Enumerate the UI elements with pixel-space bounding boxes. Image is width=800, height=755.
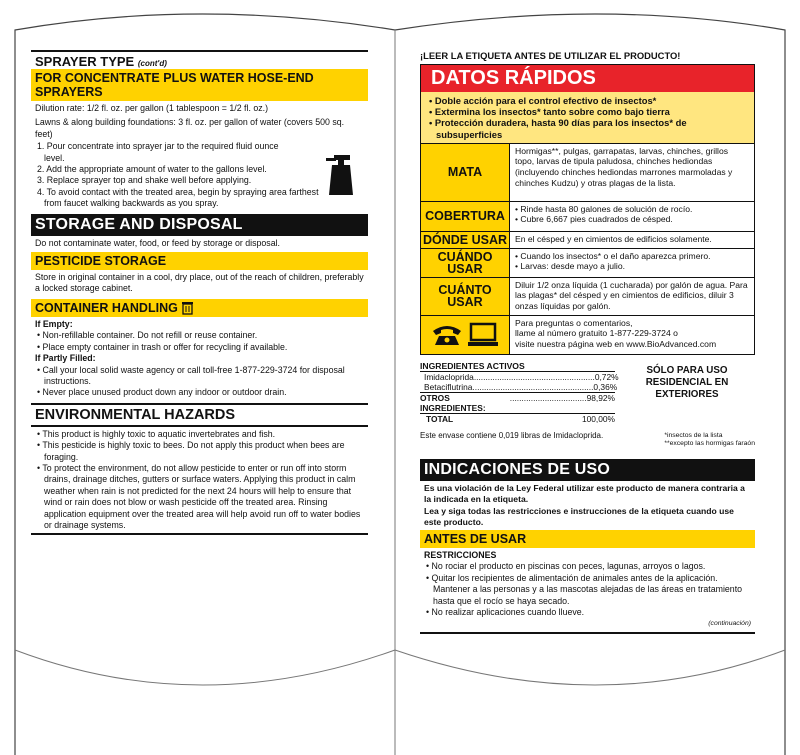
- container-note: Este envase contiene 0,019 libras de Imidacloprida.: [420, 430, 604, 440]
- other-dots: .................................: [509, 392, 587, 403]
- if-partly-label: If Partly Filled:: [35, 353, 96, 364]
- quick-facts-heading: DATOS RÁPIDOS: [421, 65, 754, 92]
- if-empty-label: If Empty:: [35, 318, 73, 329]
- restriction-item: • No realizar aplicaciones cuando llueve.: [426, 607, 585, 618]
- qf-label: DÓNDE USAR: [422, 232, 508, 247]
- left-panel: [31, 50, 368, 535]
- restrictions-block: [420, 548, 755, 632]
- ingredient-dots: ....................................................: [472, 381, 594, 392]
- env-item: • This product is highly toxic to aquatic invertebrates and fish.: [37, 428, 276, 439]
- storage-disposal-heading: STORAGE AND DISPOSAL: [31, 214, 368, 236]
- lawns-rate: Lawns & along building foundations: 3 fl. oz. per gallon of water (covers 500 sq. feet): [35, 117, 345, 139]
- qf-row-cuanto-usar: [421, 277, 754, 315]
- footnote: *insectos de la lista: [664, 431, 723, 439]
- ingredients-table: [420, 360, 619, 424]
- empty-item: • Place empty container in trash or offer for recycling if available.: [37, 341, 288, 352]
- step-item: 2. Add the appropriate amount of water to the gallons level.: [37, 164, 267, 175]
- active-ingredients-heading: INGREDIENTES ACTIVOS: [420, 361, 615, 372]
- read-follow-text: Lea y siga todas las restricciones e instrucciones de la etiqueta cuando use este producto.: [424, 506, 734, 528]
- contact-icons: [421, 316, 509, 354]
- telephone-icon: [432, 324, 462, 346]
- ingredients-section: [420, 361, 755, 424]
- qf-value: Hormigas**, pulgas, garrapatas, larvas, chinches, grillos topo, larvas de tipula paludosa, chinches hediondas (incluyendo chinches hediondas marrones marmoladas y chinches Kudzu) y otras plagas de la lista.: [509, 144, 754, 201]
- qf-value: • Rinde hasta 80 galones de solución de rocío. • Cubre 6,667 pies cuadrados de césped.: [509, 202, 754, 231]
- ingredient-name: Betaciflutrina: [424, 381, 473, 392]
- hose-end-heading: FOR CONCENTRATE PLUS WATER HOSE-END SPRAYERS: [31, 69, 368, 101]
- ingredient-name: Imidacloprida: [424, 371, 474, 382]
- step-item: 3. Replace sprayer top and shake well before applying.: [37, 175, 252, 186]
- container-handling-heading: [31, 299, 368, 317]
- ingredient-row: [420, 371, 619, 382]
- qf-row-donde-usar: [421, 231, 754, 248]
- qf-label: CUÁNTO USAR: [421, 278, 509, 315]
- steps-list: [35, 141, 319, 209]
- dilution-rate: Dilution rate: 1/2 fl. oz. per gallon (1 tablespoon = 1/2 fl. oz.): [35, 103, 269, 113]
- other-ingredients-label: OTROS INGREDIENTES:: [420, 392, 486, 413]
- quick-facts-box: [420, 64, 755, 355]
- container-handling-text: [31, 317, 368, 401]
- computer-icon: [468, 323, 498, 347]
- violation-text: Es una violación de la Ley Federal utilizar este producto de manera contraria a la indicada en la etiqueta.: [424, 482, 745, 504]
- restrictions-label: RESTRICCIONES: [424, 550, 497, 560]
- ingredient-value: 0,36%: [593, 381, 618, 392]
- qf-value: • Cuando los insectos* o el daño aparezca primero. • Larvas: desde mayo a julio.: [509, 249, 754, 277]
- read-label-warning: ¡LEER LA ETIQUETA ANTES DE UTILIZAR EL PRODUCTO!: [420, 50, 681, 61]
- qf-label: CUÁNDO USAR: [421, 249, 509, 277]
- trash-can-icon: [182, 301, 193, 314]
- sprayer-type-heading: [31, 50, 368, 69]
- continued-note: (continuación): [708, 620, 751, 628]
- qf-bullet: • Extermina los insectos* tanto sobre como bajo tierra: [429, 106, 670, 118]
- total-value: 100,00%: [581, 413, 615, 424]
- qf-row-cobertura: [421, 201, 754, 231]
- ingredient-dots: ....................................................: [473, 371, 595, 382]
- residential-use-note: SÓLO PARA USO RESIDENCIAL EN EXTERIORES: [645, 364, 729, 400]
- ingredient-value: 0,72%: [594, 371, 619, 382]
- footnotes: [664, 432, 755, 449]
- storage-note: Do not contaminate water, food, or feed by storage or disposal.: [35, 237, 280, 248]
- qf-value: En el césped y en cimientos de edificios solamente.: [509, 232, 754, 248]
- step-item: 4. To avoid contact with the treated area, begin by spraying area farthest from faucet walking backwards as you spray.: [37, 186, 319, 209]
- qf-bullet: • Protección duradera, hasta 90 días para los insectos* de subsuperficies: [429, 117, 687, 140]
- pesticide-storage-text: Store in original container in a cool, dry place, out of the reach of children, preferably a locked storage cabinet.: [35, 272, 364, 294]
- env-item: • This pesticide is highly toxic to bees. Do not apply this product when bees are foraging.: [37, 440, 345, 462]
- empty-item: • Non-refillable container. Do not refill or reuse container.: [37, 330, 258, 341]
- right-panel: [420, 50, 755, 634]
- step-item: 1. Pour concentrate into sprayer jar to the required fluid ounce level.: [37, 141, 279, 163]
- qf-contact-row: [421, 315, 754, 354]
- sprayer-contd: (cont'd): [137, 59, 167, 68]
- qf-row-mata: [421, 143, 754, 201]
- qf-value: Diluir 1/2 onza líquida (1 cucharada) por galón de agua. Para las plagas* del césped y en cimientos de edificios, diluir 3 onzas líquidas por galón.: [509, 278, 754, 315]
- footnote: **excepto las hormigas faraón: [664, 440, 755, 448]
- other-ingredients-row: [420, 392, 615, 413]
- restriction-item: • Quitar los recipientes de alimentación de animales antes de la aplicación. Mantener a las personas y a las mascotas alejadas de las áreas en tratamiento hasta que el rocío se haya secado.: [426, 572, 743, 606]
- partly-item: • Call your local solid waste agency or call toll-free 1-877-229-3724 for disposal instructions.: [37, 364, 345, 386]
- contact-text: Para preguntas o comentarios, llame al número gratuito 1-877-229-3724 o visite nuestra página web en www.BioAdvanced.com: [509, 316, 754, 354]
- container-handling-title: CONTAINER HANDLING: [35, 300, 178, 315]
- directions-section: [420, 459, 755, 634]
- pesticide-storage-heading: PESTICIDE STORAGE: [31, 252, 368, 270]
- sprayer-icon: [324, 153, 356, 197]
- env-item: • To protect the environment, do not allow pesticide to enter or run off into storm drains, drainage ditches, gutters or surface waters. Applying this product in calm weather when rain is not predicted for the next 24 hours will help to ensure that wind or rain does not blow or wash pesticide off the treated area. Rinsing application equipment over the treated area will help avoid run off to water bodies or drainage systems.: [37, 462, 361, 530]
- env-hazards-text: [31, 427, 368, 536]
- total-row: [420, 413, 615, 424]
- other-value: 98,92%: [586, 392, 615, 403]
- hose-end-section: [31, 101, 368, 212]
- qf-row-cuando-usar: [421, 248, 754, 277]
- restriction-item: • No rociar el producto en piscinas con peces, lagunas, arroyos o lagos.: [426, 561, 706, 572]
- sprayer-type-title: SPRAYER TYPE: [35, 54, 135, 69]
- directions-heading: INDICACIONES DE USO: [420, 459, 755, 481]
- notes-row: [420, 428, 755, 449]
- total-label: TOTAL: [426, 413, 454, 424]
- quick-facts-bullets: [421, 92, 754, 143]
- qf-label: MATA: [421, 144, 509, 201]
- partly-item: • Never place unused product down any indoor or outdoor drain.: [37, 387, 287, 398]
- ingredient-row: [420, 381, 618, 392]
- qf-label: COBERTURA: [421, 202, 509, 231]
- before-use-heading: ANTES DE USAR: [420, 530, 755, 548]
- qf-bullet: • Doble acción para el control efectivo de insectos*: [429, 95, 657, 106]
- env-hazards-heading: ENVIRONMENTAL HAZARDS: [31, 403, 368, 427]
